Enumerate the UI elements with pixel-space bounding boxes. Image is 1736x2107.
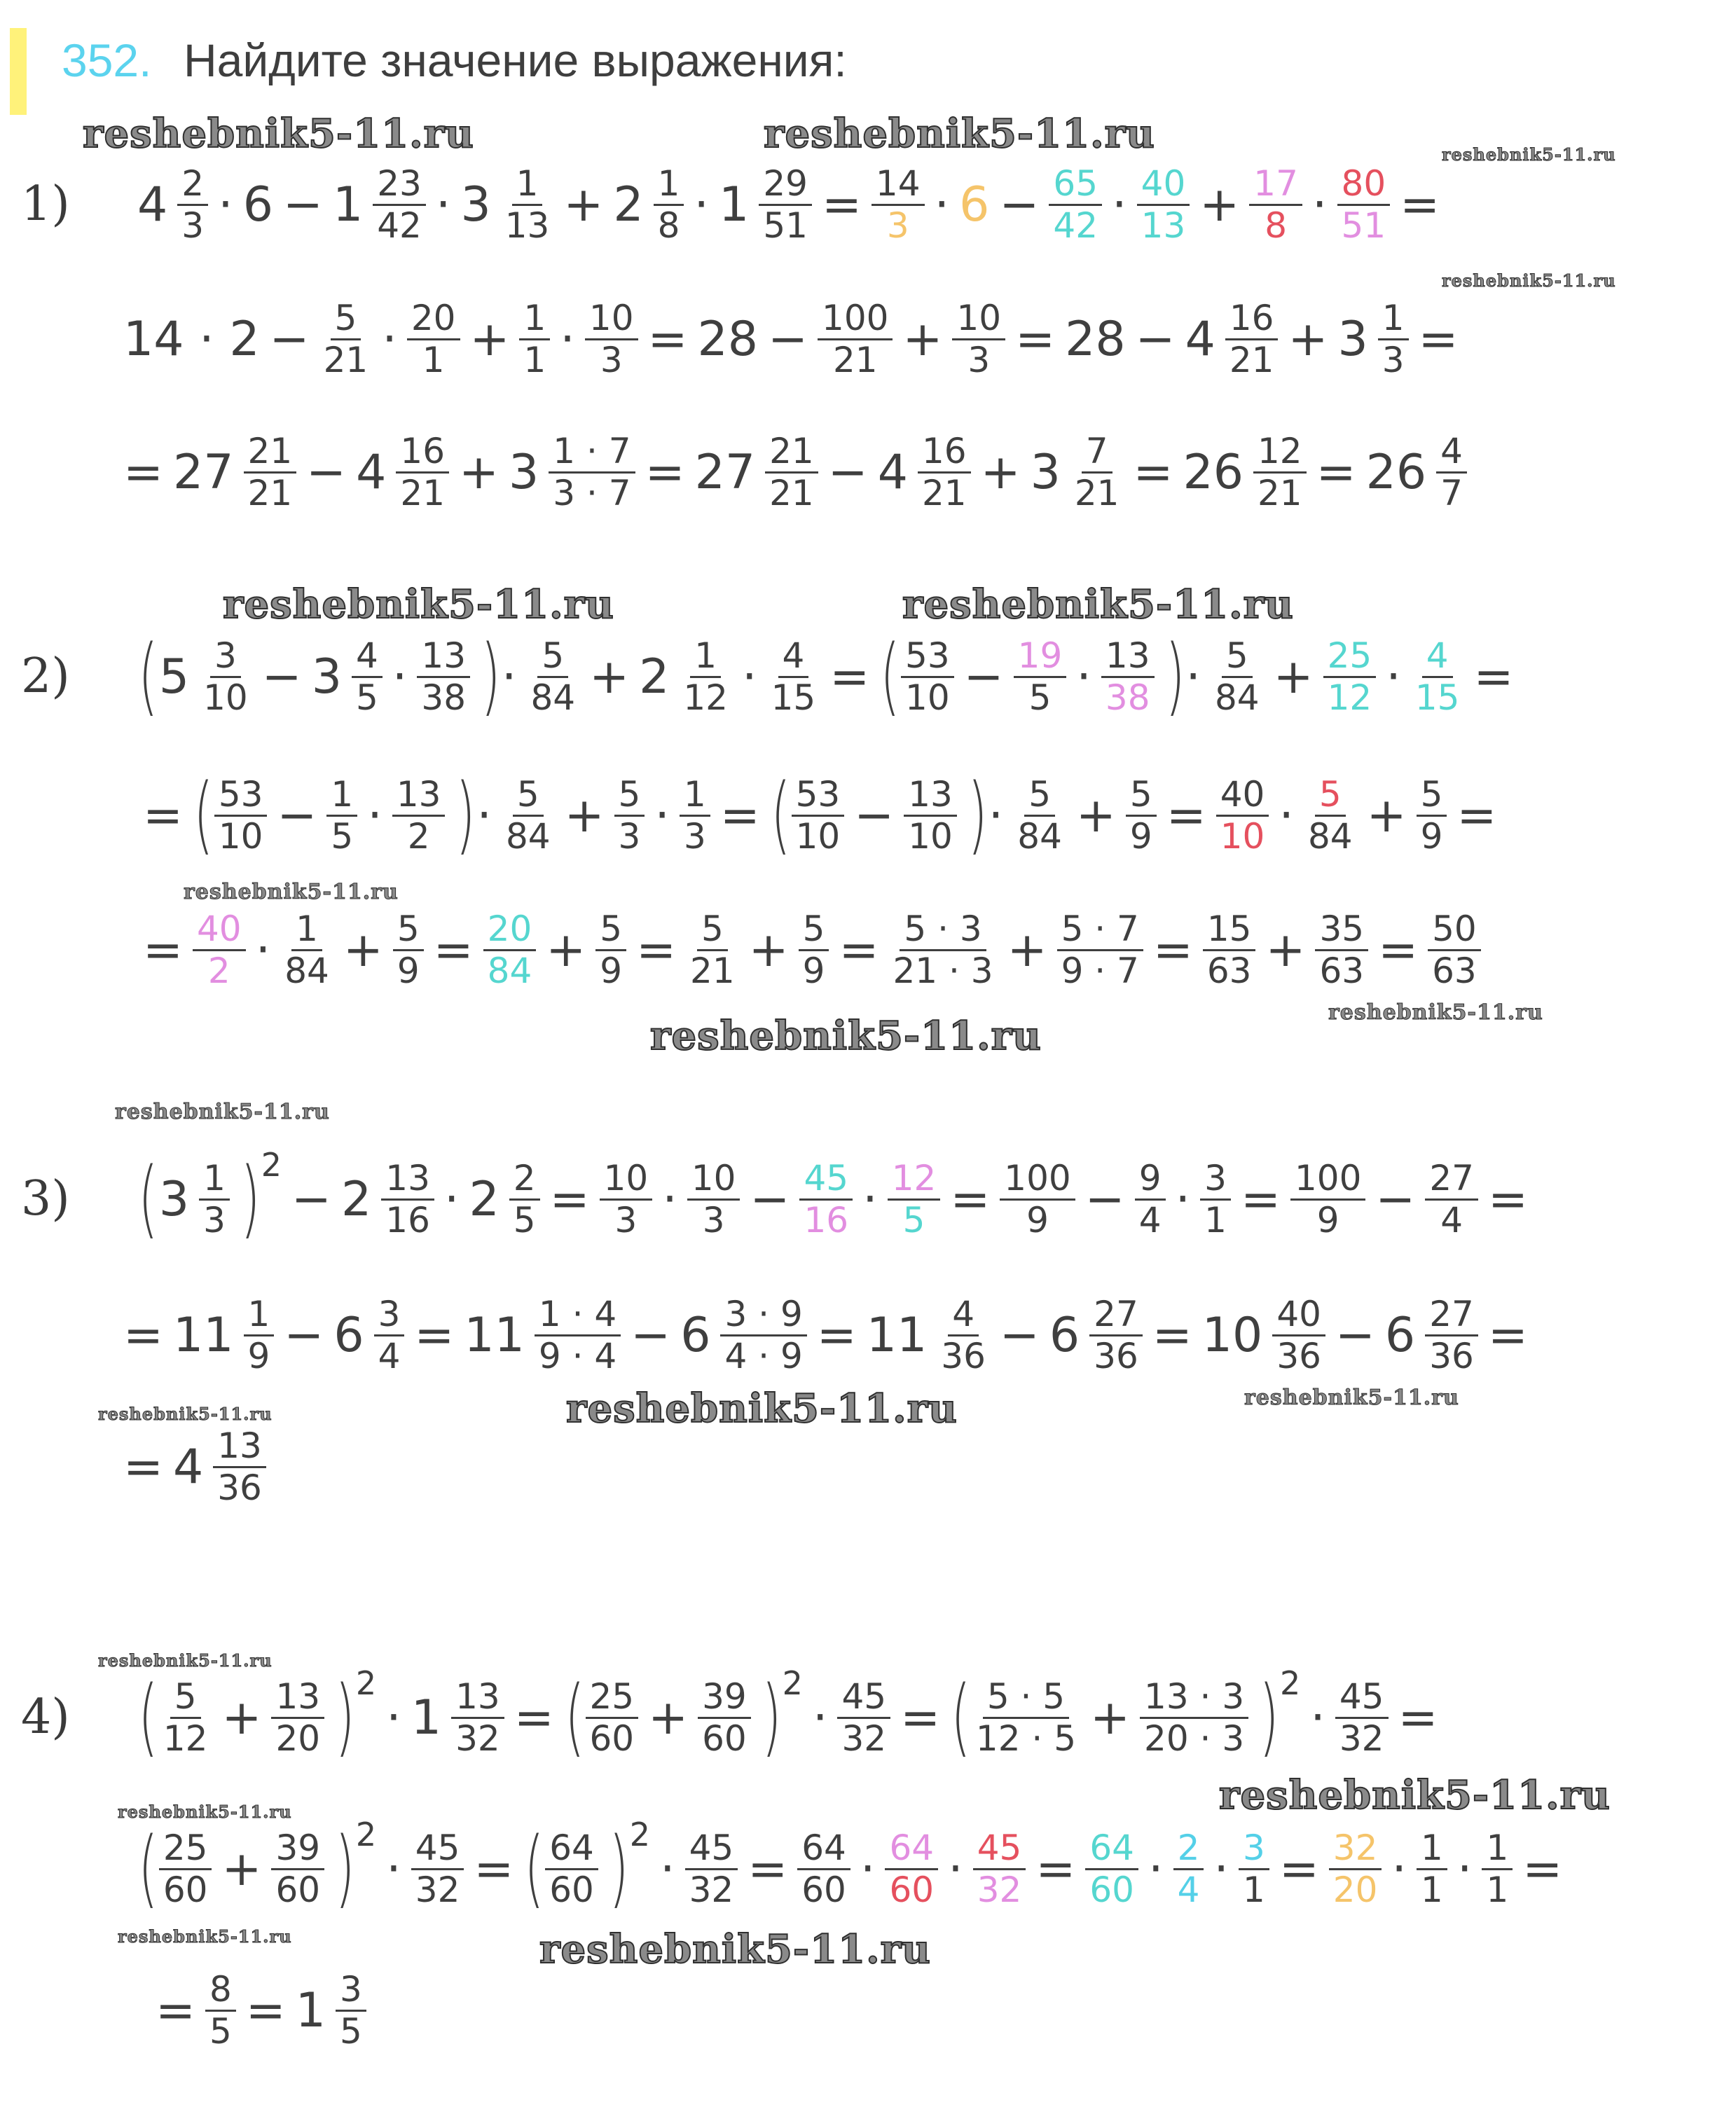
fraction: 13 38 xyxy=(417,637,470,716)
fraction: $\frac{35}{63}$ xyxy=(1315,911,1368,989)
fraction: $\frac{19}{5}$ xyxy=(1014,637,1067,716)
fraction: 20 1 xyxy=(407,300,460,378)
fraction: $\frac{27}{36}$ xyxy=(1425,1296,1478,1374)
fraction: $\frac{1}{1}$ xyxy=(1482,1830,1513,1908)
fraction: $\frac{4}{15}$ xyxy=(771,635,816,718)
fraction: $\frac{15}{63}$ xyxy=(1203,911,1256,989)
fraction: $\frac{13}{10}$ xyxy=(904,776,957,855)
fraction: 4 7 xyxy=(1436,433,1467,511)
p2-line-1: ( 5 3 10 − 3 4 5 · 13 38 ) · 5 84 + 2 1 12 · $\frac{4}{15}$ = ( 53 10 − $\frac{19}{5}$ · 13 38 ) · 5 84 + $\frac{25}{12}$ · $\frac{4}{15}$ = xyxy=(138,628,1514,725)
fraction: $\frac{45}{32}$ xyxy=(685,1830,738,1908)
fraction: 4 5 xyxy=(352,637,383,716)
fraction: $\frac{7}{21}$ xyxy=(1074,431,1120,513)
fraction: $\frac{39}{60}$ xyxy=(271,1830,324,1908)
fraction: $\frac{4}{15}$ xyxy=(1414,635,1460,718)
fraction: $\frac{3}{1}$ xyxy=(1239,1830,1269,1908)
fraction: 1 3 xyxy=(199,1160,230,1238)
fraction: 25 60 xyxy=(586,1678,639,1757)
fraction: $\frac{45}{32}$ xyxy=(411,1830,464,1908)
fraction: 21 21 xyxy=(765,433,818,511)
fraction: $\frac{5}{3}$ xyxy=(614,776,645,855)
fraction: $\frac{40}{2}$ xyxy=(193,911,246,989)
fraction: $\frac{5}{9}$ xyxy=(799,911,829,989)
problem-label-1: 1) xyxy=(21,177,70,232)
problem-label-2: 2) xyxy=(21,649,70,704)
fraction: $\frac{29}{51}$ xyxy=(759,165,812,244)
fraction: $\frac{9}{4}$ xyxy=(1135,1160,1166,1238)
p3-line-3: = 4 13 36 xyxy=(123,1418,276,1516)
watermark: reshebnik5-11.ru xyxy=(902,581,1294,628)
watermark: reshebnik5-11.ru xyxy=(115,1100,330,1124)
fraction: 3 10 xyxy=(203,635,248,718)
fraction: $\frac{5}{21}$ xyxy=(690,909,735,991)
fraction: $\frac{12}{21}$ xyxy=(1253,433,1307,511)
fraction: 13 2 xyxy=(392,776,446,855)
fraction: 1 12 xyxy=(683,635,728,718)
fraction: 5 · 5 12 · 5 xyxy=(975,1676,1077,1759)
watermark: reshebnik5-11.ru xyxy=(118,1926,292,1947)
fraction: 2 4 xyxy=(1173,1830,1204,1908)
fraction: $\frac{2}{5}$ xyxy=(509,1160,540,1238)
fraction: $\frac{13 \cdot 3}{20 \cdot 3}$ xyxy=(1140,1678,1248,1757)
fraction: $\frac{1}{5}$ xyxy=(326,776,357,855)
fraction: $\frac{1}{3}$ xyxy=(680,776,710,855)
fraction: $\frac{5}{9}$ xyxy=(595,911,626,989)
p2-line-3: = $\frac{40}{2}$ · 1 84 + $\frac{5}{9}$ = $\frac{20}{84}$ + $\frac{5}{9}$ = $\frac{5}{21}$ + $\frac{5}{9}$ = $\frac{5 \cdot 3}{21 \cdot 3}$ + $\frac{5 \cdot 7}{9 \cdot 7}$ = $\frac{15}{63}$ + $\frac{35}{63}$ = $\frac{50}{63}$ xyxy=(143,901,1491,999)
fraction: 13 16 xyxy=(381,1160,434,1238)
problem-label-4: 4) xyxy=(21,1690,70,1745)
fraction: $\frac{3}{1}$ xyxy=(1200,1160,1231,1238)
p2-line-2: = ( 53 10 − $\frac{1}{5}$ · 13 2 ) · 5 84 + $\frac{5}{3}$ · $\frac{1}{3}$ = ( 53 10 − $\frac{13}{10}$ ) · 5 84 + $\frac{5}{9}$ = $\frac{40}{10}$ · 5 84 + $\frac{5}{9}$ = xyxy=(143,766,1497,864)
fraction: $\frac{10}{3}$ xyxy=(585,300,638,378)
watermark: reshebnik5-11.ru xyxy=(539,1926,931,1973)
watermark: reshebnik5-11.ru xyxy=(98,1650,273,1671)
fraction: $\frac{14}{3}$ xyxy=(872,165,925,244)
fraction: $\frac{39}{60}$ xyxy=(698,1678,751,1757)
fraction: $\frac{5}{21}$ xyxy=(323,298,368,380)
fraction: $\frac{25}{12}$ xyxy=(1323,637,1377,716)
p1-line-3: = 27 21 21 − 4 16 21 + 3 $\frac{1 \cdot 7}{3 \cdot 7}$ = 27 21 21 − 4 16 21 + 3 $\frac{7}{21}$ = 26 $\frac{12}{21}$ = 26 4 7 xyxy=(123,423,1477,521)
fraction: $\frac{17}{8}$ xyxy=(1249,165,1302,244)
p1-line-1: 4 2 3 · 6 − 1 23 42 · 3 1 13 + 2 1 8 · 1 $\frac{29}{51}$ = $\frac{14}{3}$ · 6 − $\frac{65}{42}$ · 40 13 + $\frac{17}{8}$ · $\frac{80}{51}$ = xyxy=(137,163,1440,246)
fraction: $\frac{45}{32}$ xyxy=(837,1678,890,1757)
watermark: reshebnik5-11.ru xyxy=(1244,1386,1459,1410)
watermark: reshebnik5-11.ru xyxy=(1219,1772,1611,1818)
fraction: 40 36 xyxy=(1272,1296,1325,1374)
fraction: $\frac{5}{9}$ xyxy=(1417,776,1447,855)
fraction: $\frac{50}{63}$ xyxy=(1428,911,1481,989)
watermark: reshebnik5-11.ru xyxy=(566,1386,958,1432)
watermark: reshebnik5-11.ru xyxy=(1442,270,1616,291)
fraction: $\frac{5 \cdot 7}{9 \cdot 7}$ xyxy=(1057,911,1143,989)
p1-line-2: 14 · 2 − $\frac{5}{21}$ · 20 1 + $\frac{1}{1}$ · $\frac{10}{3}$ = 28 − $\frac{100}{21}$ + $\frac{10}{3}$ = 28 − 4 16 21 + 3 $\frac{1}{3}$ = xyxy=(123,298,1459,380)
fraction: 5 84 xyxy=(1214,635,1260,718)
fraction: $\frac{3 \cdot 9}{4 \cdot 9}$ xyxy=(720,1296,806,1374)
watermark: reshebnik5-11.ru xyxy=(650,1013,1042,1059)
fraction: $\frac{40}{10}$ xyxy=(1216,776,1269,855)
fraction: $\frac{45}{32}$ xyxy=(973,1830,1026,1908)
watermark: reshebnik5-11.ru xyxy=(118,1802,292,1822)
fraction: $\frac{13}{32}$ xyxy=(451,1678,504,1757)
fraction: 13 38 xyxy=(1101,637,1155,716)
fraction: 53 10 xyxy=(792,776,845,855)
fraction: 10 3 xyxy=(687,1160,740,1238)
fraction: $\frac{12}{5}$ xyxy=(888,1160,941,1238)
p3-line-2: = 11 1 9 − 6 $\frac{3}{4}$ = 11 1 · 4 9 · 4 − 6 $\frac{3 \cdot 9}{4 \cdot 9}$ = 11 4 36 − 6 $\frac{27}{36}$ = 10 40 36 − 6 $\frac{27}{36}$ = xyxy=(123,1294,1528,1376)
fraction: 1 9 xyxy=(244,1296,275,1374)
fraction: 1 13 xyxy=(504,163,550,246)
fraction: $\frac{20}{84}$ xyxy=(483,911,537,989)
fraction: $\frac{45}{32}$ xyxy=(1335,1678,1389,1757)
header-accent-bar xyxy=(10,28,27,115)
watermark: reshebnik5-11.ru xyxy=(223,581,614,628)
fraction: 5 84 xyxy=(530,635,576,718)
p4-line-1: ( 5 12 + $\frac{13}{20}$ ) 2 · 1 $\frac{13}{32}$ = ( 25 60 + $\frac{39}{60}$ ) 2 · $\frac{45}{32}$ = ( 5 · 5 12 · 5 + $\frac{13 \cdot 3}{20 \cdot 3}$ ) 2 · $\frac{45}{32}$ = xyxy=(138,1664,1438,1766)
p3-line-1: ( 3 1 3 ) 2 − 2 13 16 · 2 $\frac{2}{5}$ = $\frac{10}{3}$ · 10 3 − $\frac{45}{16}$ · $\frac{12}{5}$ = $\frac{100}{9}$ − $\frac{9}{4}$ · $\frac{3}{1}$ = $\frac{100}{9}$ − $\frac{27}{4}$ = xyxy=(138,1146,1528,1248)
watermark: reshebnik5-11.ru xyxy=(1328,1000,1543,1025)
fraction: 5 84 xyxy=(1017,774,1062,857)
fraction: 16 21 xyxy=(1225,300,1279,378)
fraction: $\frac{8}{5}$ xyxy=(205,1971,236,2050)
fraction: $\frac{5 \cdot 3}{21 \cdot 3}$ xyxy=(893,909,993,991)
task-title: Найдите значение выражения: xyxy=(184,34,847,86)
fraction: 2 3 xyxy=(177,165,208,244)
fraction: $\frac{80}{51}$ xyxy=(1337,165,1391,244)
fraction: 5 84 xyxy=(1307,774,1353,857)
watermark: reshebnik5-11.ru xyxy=(764,111,1155,157)
fraction: $\frac{1 \cdot 7}{3 \cdot 7}$ xyxy=(549,433,635,511)
fraction: $\frac{1}{1}$ xyxy=(519,300,550,378)
fraction: $\frac{5}{9}$ xyxy=(393,911,424,989)
fraction: $\frac{27}{4}$ xyxy=(1425,1160,1478,1238)
fraction: 16 21 xyxy=(396,433,449,511)
fraction: 53 10 xyxy=(214,776,268,855)
fraction: $\frac{100}{9}$ xyxy=(1000,1160,1075,1238)
problem-label-3: 3) xyxy=(21,1171,70,1227)
fraction: 40 13 xyxy=(1137,165,1190,244)
fraction: 13 36 xyxy=(213,1428,266,1506)
fraction: $\frac{32}{20}$ xyxy=(1329,1830,1382,1908)
fraction: 21 21 xyxy=(244,433,297,511)
fraction: $\frac{100}{21}$ xyxy=(818,300,893,378)
fraction: $\frac{10}{3}$ xyxy=(952,300,1005,378)
fraction: 16 21 xyxy=(918,433,971,511)
fraction: 23 42 xyxy=(373,165,426,244)
fraction: $\frac{5}{9}$ xyxy=(1126,776,1157,855)
fraction: 3 5 xyxy=(336,1971,366,2050)
fraction: 25 60 xyxy=(159,1830,212,1908)
p4-line-3: = $\frac{8}{5}$ = 1 3 5 xyxy=(156,1961,376,2059)
fraction: 1 84 xyxy=(284,909,329,991)
watermark: reshebnik5-11.ru xyxy=(1442,144,1616,165)
fraction: 1 8 xyxy=(654,165,684,244)
task-number: 352. xyxy=(62,34,152,86)
watermark: reshebnik5-11.ru xyxy=(184,880,399,904)
fraction: 64 60 xyxy=(545,1830,598,1908)
fraction: $\frac{27}{36}$ xyxy=(1089,1296,1143,1374)
fraction: $\frac{1}{3}$ xyxy=(1378,300,1409,378)
fraction: 5 12 xyxy=(163,1676,208,1759)
fraction: $\frac{64}{60}$ xyxy=(1085,1830,1138,1908)
watermark: reshebnik5-11.ru xyxy=(98,1404,273,1424)
fraction: $\frac{45}{16}$ xyxy=(799,1160,853,1238)
fraction: $\frac{3}{4}$ xyxy=(374,1296,405,1374)
fraction: $\frac{13}{20}$ xyxy=(271,1678,324,1757)
fraction: $\frac{64}{60}$ xyxy=(797,1830,850,1908)
fraction: $\frac{10}{3}$ xyxy=(600,1160,653,1238)
fraction: $\frac{100}{9}$ xyxy=(1290,1160,1365,1238)
p4-line-2: ( 25 60 + $\frac{39}{60}$ ) 2 · $\frac{45}{32}$ = ( 64 60 ) 2 · $\frac{45}{32}$ = $\frac{64}{60}$ · 64 60 · $\frac{45}{32}$ = $\frac{64}{60}$ · 2 4 · $\frac{3}{1}$ = $\frac{32}{20}$ · 1 1 · $\frac{1}{1}$ = xyxy=(138,1816,1563,1917)
fraction: 53 10 xyxy=(901,637,954,716)
fraction: 5 84 xyxy=(505,774,551,857)
fraction: 64 60 xyxy=(885,1830,938,1908)
fraction: $\frac{65}{42}$ xyxy=(1049,165,1102,244)
watermark: reshebnik5-11.ru xyxy=(83,111,474,157)
fraction: 4 36 xyxy=(941,1294,986,1376)
fraction: 1 · 4 9 · 4 xyxy=(535,1296,621,1374)
fraction: 1 1 xyxy=(1417,1830,1447,1908)
